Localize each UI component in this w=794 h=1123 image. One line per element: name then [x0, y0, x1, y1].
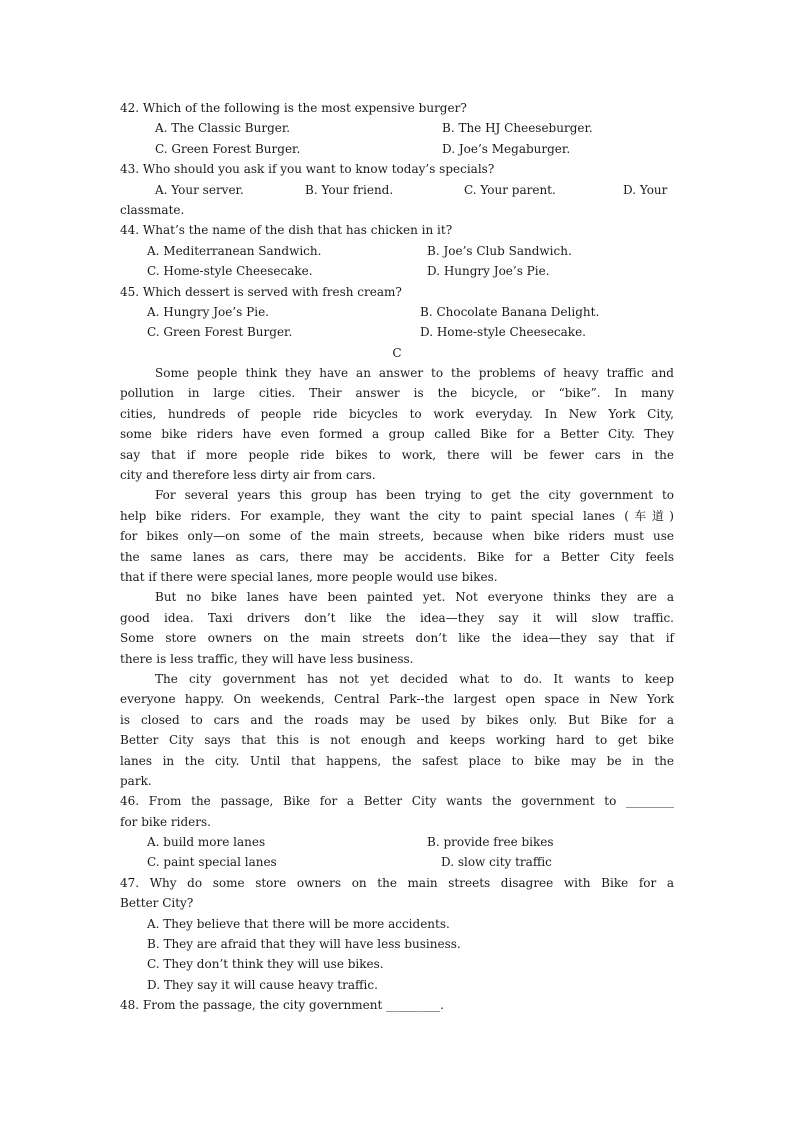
- question-43-stem: 43. Who should you ask if you want to know today’s specials?: [120, 162, 495, 177]
- option-d: D. Your: [623, 182, 668, 197]
- passage-line: good idea. Taxi drivers don’t like the idea—they say it will slow traffic.: [120, 610, 674, 625]
- option-b: B. The HJ Cheeseburger.: [442, 121, 593, 136]
- option-c: C. paint special lanes: [147, 855, 277, 870]
- passage-line: For several years this group has been trying to get the city government to: [155, 488, 674, 503]
- question-46-options-row-1: [120, 832, 674, 852]
- passage-paragraph-1: [120, 363, 674, 485]
- option-d: D. Hungry Joe’s Pie.: [427, 264, 550, 279]
- passage-line: cities, hundreds of people ride bicycles to work everyday. In New York City,: [120, 406, 674, 421]
- passage-line: say that if more people ride bikes to work, there will be fewer cars in the: [120, 447, 674, 462]
- passage-line: park.: [120, 773, 152, 788]
- passage-line: But no bike lanes have been painted yet. Not everyone thinks they are a: [155, 590, 674, 605]
- option-a: A. Your server.: [155, 182, 244, 197]
- question-46-stem-continuation: for bike riders.: [120, 814, 211, 829]
- question-45-options-row-2: [120, 322, 674, 342]
- option-b: B. Joe’s Club Sandwich.: [427, 243, 572, 258]
- passage-line: city and therefore less dirty air from cars.: [120, 468, 376, 483]
- passage-line: that if there were special lanes, more people would use bikes.: [120, 569, 498, 584]
- question-47-stem-continuation: Better City?: [120, 896, 194, 911]
- passage-line: for bikes only—on some of the main streets, because when bike riders must use: [120, 529, 674, 544]
- option-c: C. They don’t think they will use bikes.: [147, 957, 384, 972]
- option-d: D. Joe’s Megaburger.: [442, 141, 571, 156]
- option-c: C. Green Forest Burger.: [155, 141, 301, 156]
- passage-line: everyone happy. On weekends, Central Park--the largest open space in New York: [120, 692, 674, 707]
- passage-line: is closed to cars and the roads may be used by bikes only. But Bike for a: [120, 712, 674, 727]
- passage-line: Some store owners on the main streets don’t like the idea—they say that if: [120, 631, 674, 646]
- option-d: D. Home-style Cheesecake.: [420, 325, 586, 340]
- passage-line: lanes in the city. Until that happens, the safest place to bike may be in the: [120, 753, 674, 768]
- document-body: [120, 98, 674, 1016]
- passage-line: Some people think they have an answer to the problems of heavy traffic and: [155, 366, 674, 381]
- question-42-options-row-2: [120, 139, 674, 159]
- question-43-continuation: classmate.: [120, 202, 185, 217]
- question-45-stem: 45. Which dessert is served with fresh cream?: [120, 284, 402, 299]
- question-44-options-row-1: [120, 241, 674, 261]
- question-44-options-row-2: [120, 261, 674, 281]
- option-c: C. Your parent.: [464, 182, 556, 197]
- question-47-stem: 47. Why do some store owners on the main streets disagree with Bike for a: [120, 875, 674, 890]
- section-label: C: [392, 345, 402, 360]
- question-42-stem: 42. Which of the following is the most expensive burger?: [120, 101, 467, 115]
- option-b: B. provide free bikes: [427, 835, 554, 850]
- option-b: B. They are afraid that they will have less business.: [147, 937, 461, 952]
- question-43-options-row: [120, 180, 674, 200]
- question-45-options-row-1: [120, 302, 674, 322]
- passage-paragraph-2: [120, 485, 674, 587]
- option-a: A. Hungry Joe’s Pie.: [147, 304, 269, 319]
- question-48-stem: 48. From the passage, the city government _________.: [120, 998, 444, 1013]
- option-a: A. Mediterranean Sandwich.: [147, 243, 322, 258]
- passage-line: there is less traffic, they will have less business.: [120, 651, 414, 666]
- passage-line: Better City says that this is not enough and keeps working hard to get bike: [120, 733, 674, 748]
- option-a: A. build more lanes: [147, 835, 266, 850]
- passage-line: help bike riders. For example, they want the city to paint special lanes (车道): [120, 508, 674, 523]
- option-c: C. Green Forest Burger.: [147, 325, 293, 340]
- option-b: B. Your friend.: [305, 182, 394, 197]
- option-d: D. slow city traffic: [441, 855, 552, 870]
- passage-line: The city government has not yet decided what to do. It wants to keep: [155, 671, 674, 686]
- question-46-stem: 46. From the passage, Bike for a Better City wants the government to ________: [120, 794, 674, 809]
- option-b: B. Chocolate Banana Delight.: [420, 304, 600, 319]
- question-46-options-row-2: [120, 852, 674, 872]
- question-42-options-row-1: [120, 118, 674, 138]
- question-44-stem: 44. What’s the name of the dish that has chicken in it?: [120, 223, 453, 238]
- option-a: A. They believe that there will be more accidents.: [147, 916, 450, 931]
- passage-paragraph-4: [120, 669, 674, 791]
- option-a: A. The Classic Burger.: [155, 121, 291, 136]
- passage-line: some bike riders have even formed a group called Bike for a Better City. They: [120, 427, 674, 442]
- option-c: C. Home-style Cheesecake.: [147, 264, 313, 279]
- option-d: D. They say it will cause heavy traffic.: [147, 977, 378, 992]
- passage-line: the same lanes as cars, there may be accidents. Bike for a Better City feels: [120, 549, 674, 564]
- passage-paragraph-3: [120, 587, 674, 669]
- passage-line: pollution in large cities. Their answer is the bicycle, or “bike”. In many: [120, 386, 674, 401]
